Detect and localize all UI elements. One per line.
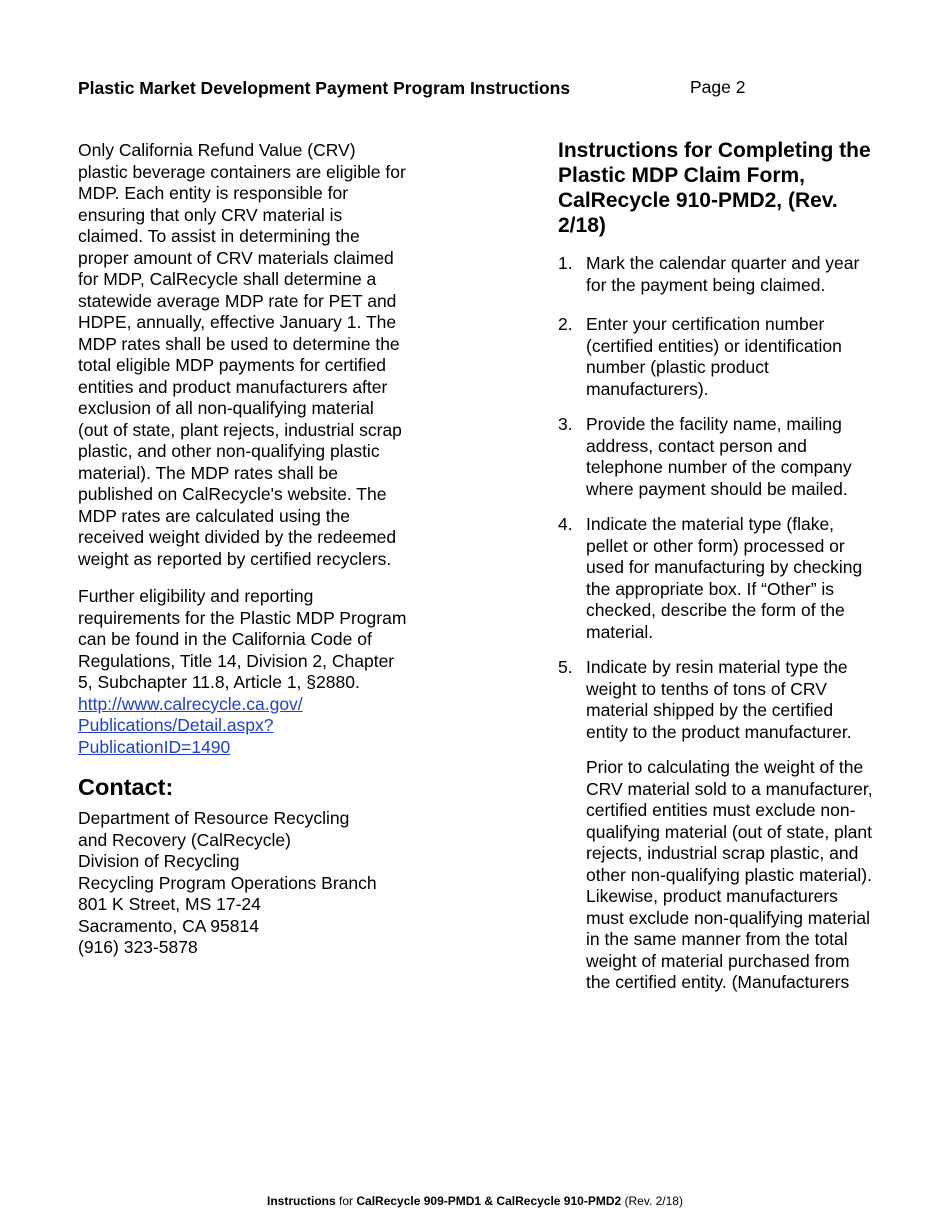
link-line: http://www.calrecycle.ca.gov/ bbox=[78, 693, 303, 714]
step-number: 5. bbox=[558, 657, 573, 677]
requirements-paragraph bbox=[78, 586, 408, 758]
contact-block bbox=[78, 808, 408, 959]
step-note: Prior to calculating the weight of the CRV material sold to a manufacturer, certified entities must exclude non-qualifying material (out of state, plant rejects, industrial scrap plastic, and other non-qualifying plastic material). Likewise, product manufacturers must exclude non-qualifying material in the same manner from the total weight of material purchased from the certified entity. (Manufacturers bbox=[586, 757, 873, 992]
contact-phone: (916) 323-5878 bbox=[78, 937, 198, 957]
step-text: Indicate by resin material type the weight to tenths of tons of CRV material shipped by the certified entity to the product manufacturer. bbox=[586, 657, 852, 742]
instruction-step bbox=[558, 514, 878, 643]
page-number: Page 2 bbox=[690, 77, 746, 97]
footer-forms: CalRecycle 909-PMD1 & CalRecycle 910-PMD2 bbox=[356, 1194, 622, 1208]
footer-connector: for bbox=[335, 1194, 357, 1208]
instruction-step bbox=[558, 253, 878, 296]
step-number: 1. bbox=[558, 253, 573, 273]
contact-line: Sacramento, CA 95814 bbox=[78, 915, 259, 936]
link-line: Publications/Detail.aspx? bbox=[78, 715, 274, 735]
contact-line: Division of Recycling bbox=[78, 851, 240, 871]
publication-link[interactable] bbox=[78, 694, 408, 759]
left-column bbox=[78, 140, 408, 959]
right-column bbox=[558, 138, 878, 994]
page-title: Plastic Market Development Payment Program Instructions bbox=[78, 78, 571, 98]
instruction-steps bbox=[558, 253, 878, 994]
eligibility-paragraph: Only California Refund Value (CRV) plastic beverage containers are eligible for MDP. Each entity is responsible for ensuring that only CRV material is claimed. To assist in determining the proper amount of CRV materials claimed for MDP, CalRecycle shall determine a statewide average MDP rate for PET and HDPE, annually, effective January 1. The MDP rates shall be used to determine the total eligible MDP payments for certified entities and product manufacturers after exclusion of all non-qualifying material (out of state, plant rejects, industrial scrap plastic, and other non-qualifying plastic material). The MDP rates shall be published on CalRecycle's website. The MDP rates are calculated using the received weight divided by the redeemed weight as reported by certified recyclers. bbox=[78, 140, 406, 569]
page-footer bbox=[0, 1194, 950, 1208]
contact-heading: Contact: bbox=[78, 774, 174, 800]
instructions-heading: Instructions for Completing the Plastic MDP Claim Form, CalRecycle 910-PMD2, (Rev. 2/18) bbox=[558, 139, 871, 237]
link-line: PublicationID=1490 bbox=[78, 736, 231, 757]
footer-revision: (Rev. 2/18) bbox=[621, 1194, 683, 1208]
instruction-step bbox=[558, 657, 878, 994]
contact-line: 801 K Street, MS 17-24 bbox=[78, 894, 261, 914]
step-text: Enter your certification number (certified entities) or identification number (plastic product manufacturers). bbox=[586, 314, 842, 399]
step-text: Mark the calendar quarter and year for the payment being claimed. bbox=[586, 253, 860, 295]
instruction-step bbox=[558, 414, 878, 500]
instruction-step bbox=[558, 314, 878, 400]
step-number: 4. bbox=[558, 514, 573, 534]
step-text: Indicate the material type (flake, pellet or other form) processed or used for manufacturing by checking the appropriate box. If “Other” is checked, describe the form of the material. bbox=[586, 514, 863, 642]
contact-line: and Recovery (CalRecycle) bbox=[78, 829, 291, 850]
step-number: 3. bbox=[558, 414, 573, 434]
footer-label: Instructions bbox=[267, 1194, 336, 1208]
step-number: 2. bbox=[558, 314, 573, 334]
contact-line: Department of Resource Recycling bbox=[78, 808, 350, 828]
contact-line: Recycling Program Operations Branch bbox=[78, 872, 377, 893]
step-text: Provide the facility name, mailing address, contact person and telephone number of the company where payment should be mailed. bbox=[586, 414, 852, 499]
requirements-text: Further eligibility and reporting requirements for the Plastic MDP Program can be found in the California Code of Regulations, Title 14, Division 2, Chapter 5, Subchapter 11.8, Article 1, §2880. bbox=[78, 586, 407, 692]
